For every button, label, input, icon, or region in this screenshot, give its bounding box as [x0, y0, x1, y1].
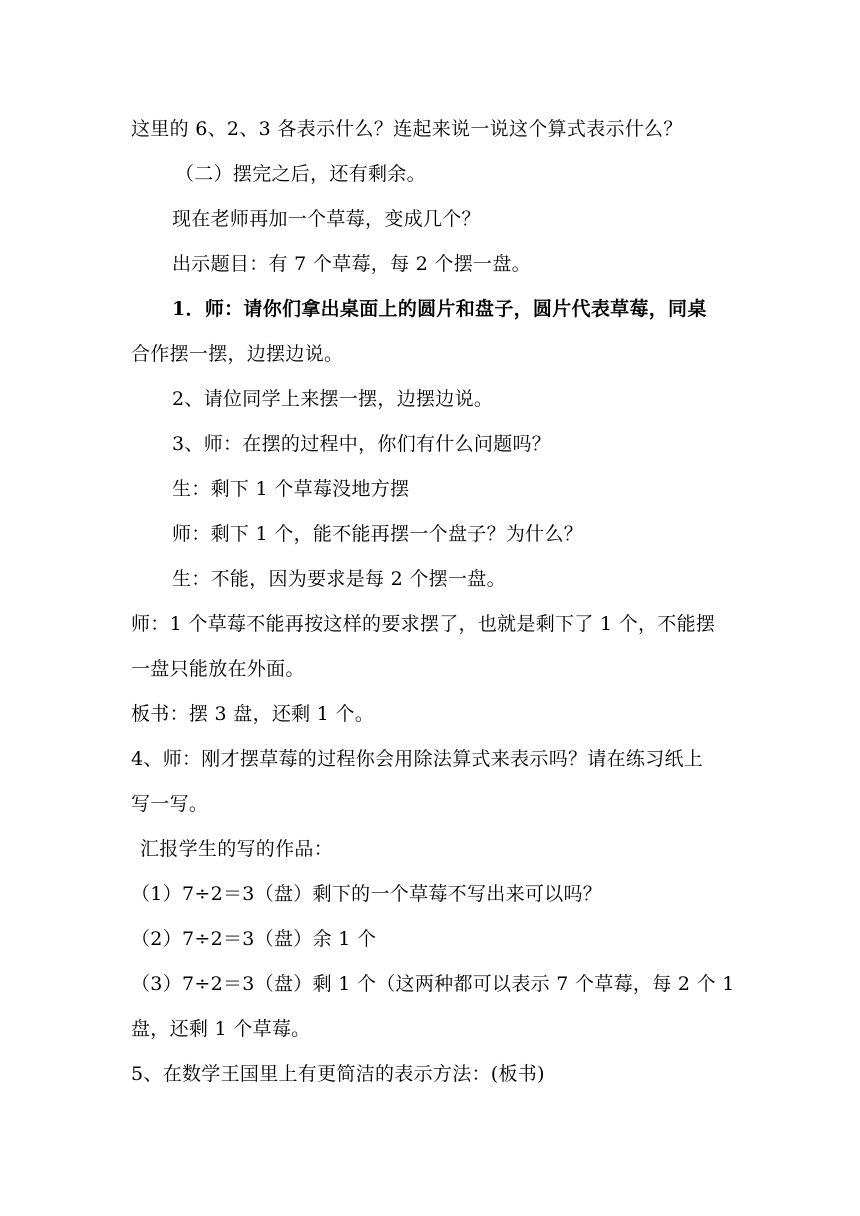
paragraph-line: 写一写。 — [131, 793, 209, 815]
paragraph-line: 出示题目：有 7 个草莓，每 2 个摆一盘。 — [172, 253, 531, 275]
paragraph-line: 1．师：请你们拿出桌面上的圆片和盘子，圆片代表草莓，同桌 — [172, 298, 707, 320]
equation-line: （2）7÷2＝3（盘）余 1 个 — [131, 928, 377, 950]
paragraph-line: 师：1 个草莓不能再按这样的要求摆了，也就是剩下了 1 个，不能摆 — [131, 613, 716, 635]
paragraph-line: 5、在数学王国里上有更简洁的表示方法：(板书) — [131, 1063, 545, 1085]
paragraph-line: 生：不能，因为要求是每 2 个摆一盘。 — [172, 568, 506, 590]
equation-line: （1）7÷2＝3（盘）剩下的一个草莓不写出来可以吗？ — [131, 883, 603, 905]
equation-line: （3）7÷2＝3（盘）剩 1 个（这两种都可以表示 7 个草莓，每 2 个 1 — [131, 973, 735, 995]
paragraph-line: 合作摆一摆，边摆边说。 — [131, 343, 344, 365]
paragraph-line: 一盘只能放在外面。 — [131, 658, 305, 680]
paragraph-line: 生：剩下 1 个草莓没地方摆 — [172, 478, 410, 500]
paragraph-line: 盘，还剩 1 个草莓。 — [131, 1018, 311, 1040]
paragraph-line: 现在老师再加一个草莓，变成几个？ — [172, 208, 481, 230]
paragraph-line: 这里的 6、2、3 各表示什么？连起来说一说这个算式表示什么？ — [131, 118, 683, 140]
paragraph-line: 汇报学生的写的作品： — [140, 838, 334, 860]
paragraph-line: 4、师：刚才摆草莓的过程你会用除法算式来表示吗？请在练习纸上 — [131, 748, 704, 770]
paragraph-line: 师：剩下 1 个，能不能再摆一个盘子？为什么？ — [172, 523, 584, 545]
section-heading: （二）摆完之后，还有剩余。 — [175, 163, 426, 185]
board-note-line: 板书：摆 3 盘，还剩 1 个。 — [131, 703, 375, 725]
paragraph-line: 3、师：在摆的过程中，你们有什么问题吗？ — [172, 433, 552, 455]
paragraph-line: 2、请位同学上来摆一摆，边摆边说。 — [172, 388, 494, 410]
